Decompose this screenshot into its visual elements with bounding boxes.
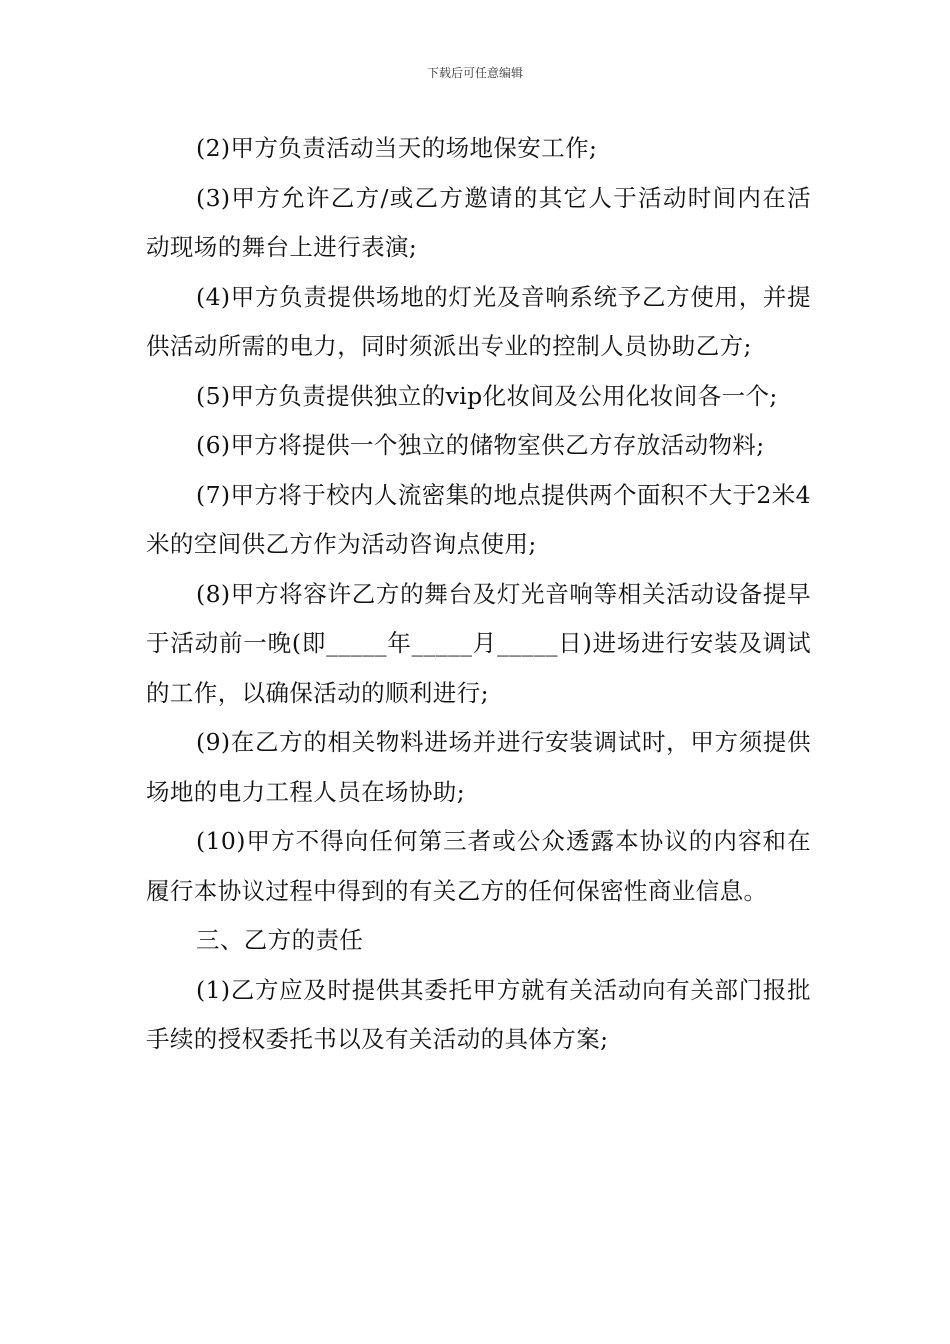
clause-10: (10)甲方不得向任何第三者或公众透露本协议的内容和在履行本协议过程中得到的有关乙方的任何保密性商业信息。 bbox=[146, 827, 811, 905]
clause-8: (8)甲方将容许乙方的舞台及灯光音响等相关活动设备提早于活动前一晚(即_____年_____月_____日)进场进行安装及调试的工作，以确保活动的顺利进行; bbox=[146, 579, 811, 707]
document-body bbox=[146, 124, 811, 1065]
clause-7: (7)甲方将于校内人流密集的地点提供两个面积不大于2米4米的空间供乙方作为活动咨询点使用; bbox=[146, 480, 811, 558]
clause-2: (2)甲方负责活动当天的场地保安工作; bbox=[196, 134, 598, 162]
clause-5: (5)甲方负责提供独立的vip化妆间及公用化妆间各一个; bbox=[196, 381, 778, 410]
clause-4: (4)甲方负责提供场地的灯光及音响系统予乙方使用，并提供活动所需的电力，同时须派出专业的控制人员协助乙方; bbox=[146, 282, 811, 360]
page-header: 下载后可任意编辑 bbox=[426, 66, 523, 80]
party-b-clause-1: (1)乙方应及时提供其委托甲方就有关活动向有关部门报批手续的授权委托书以及有关活动的具体方案; bbox=[146, 975, 811, 1053]
clause-3: (3)甲方允许乙方/或乙方邀请的其它人于活动时间内在活动现场的舞台上进行表演; bbox=[146, 183, 811, 261]
clause-9: (9)在乙方的相关物料进场并进行安装调试时，甲方须提供场地的电力工程人员在场协助; bbox=[146, 728, 811, 806]
clause-6: (6)甲方将提供一个独立的储物室供乙方存放活动物料; bbox=[196, 431, 765, 459]
section-heading-party-b: 三、乙方的责任 bbox=[196, 926, 364, 954]
